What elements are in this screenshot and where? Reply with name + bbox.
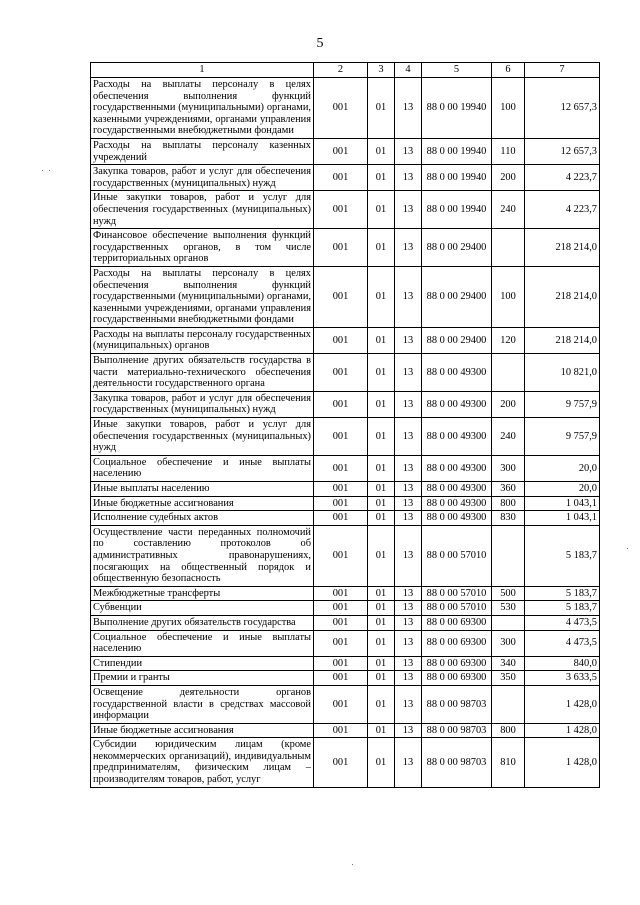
table-row <box>91 229 600 267</box>
row-amount-cell: 9 757,9 <box>525 391 600 417</box>
row-subsection-cell: 13 <box>395 671 422 686</box>
row-amount-cell: 4 473,5 <box>525 615 600 630</box>
row-amount-cell: 20,0 <box>525 455 600 481</box>
row-code-cell: 001 <box>314 685 368 723</box>
row-target-cell: 88 0 00 49300 <box>422 391 492 417</box>
row-target-cell: 88 0 00 49300 <box>422 418 492 456</box>
row-subsection-cell: 13 <box>395 391 422 417</box>
row-amount-cell: 4 223,7 <box>525 191 600 229</box>
row-subsection-cell: 13 <box>395 191 422 229</box>
row-subsection-cell: 13 <box>395 418 422 456</box>
table-row <box>91 511 600 526</box>
row-section-cell: 01 <box>368 165 395 191</box>
row-name-cell: Иные бюджетные ассигнования <box>91 496 314 511</box>
row-amount-cell: 840,0 <box>525 656 600 671</box>
table-row <box>91 615 600 630</box>
row-expense-type-cell: 360 <box>492 482 525 497</box>
table-row <box>91 138 600 164</box>
header-cell: 6 <box>492 63 525 78</box>
row-amount-cell: 5 183,7 <box>525 525 600 586</box>
row-name-cell: Стипендии <box>91 656 314 671</box>
row-target-cell: 88 0 00 69300 <box>422 630 492 656</box>
row-amount-cell: 1 428,0 <box>525 685 600 723</box>
row-code-cell: 001 <box>314 391 368 417</box>
row-section-cell: 01 <box>368 496 395 511</box>
row-name-cell: Иные закупки товаров, работ и услуг для обеспечения государственных (муниципальных) нужд <box>91 418 314 456</box>
scan-speck <box>627 548 628 549</box>
row-name-cell: Расходы на выплаты персоналу в целях обеспечения выполнения функций государственными (муниципальными) органами, казенными учреждениями, органами управления государственными внебюджетными фондами <box>91 266 314 327</box>
row-name-cell: Закупка товаров, работ и услуг для обеспечения государственных (муниципальных) нужд <box>91 165 314 191</box>
row-name-cell: Социальное обеспечение и иные выплаты населению <box>91 455 314 481</box>
header-cell: 4 <box>395 63 422 78</box>
row-section-cell: 01 <box>368 525 395 586</box>
budget-table <box>90 62 600 788</box>
row-amount-cell: 3 633,5 <box>525 671 600 686</box>
row-target-cell: 88 0 00 57010 <box>422 525 492 586</box>
row-section-cell: 01 <box>368 482 395 497</box>
row-target-cell: 88 0 00 29400 <box>422 229 492 267</box>
row-expense-type-cell: 350 <box>492 671 525 686</box>
table-row <box>91 586 600 601</box>
row-amount-cell: 4 223,7 <box>525 165 600 191</box>
row-name-cell: Субвенции <box>91 601 314 616</box>
row-amount-cell: 4 473,5 <box>525 630 600 656</box>
row-subsection-cell: 13 <box>395 78 422 139</box>
row-name-cell: Иные закупки товаров, работ и услуг для обеспечения государственных (муниципальных) нужд <box>91 191 314 229</box>
row-expense-type-cell: 240 <box>492 191 525 229</box>
row-target-cell: 88 0 00 19940 <box>422 191 492 229</box>
table-row <box>91 671 600 686</box>
row-code-cell: 001 <box>314 418 368 456</box>
table-row <box>91 601 600 616</box>
row-amount-cell: 1 428,0 <box>525 738 600 787</box>
row-code-cell: 001 <box>314 615 368 630</box>
table-row <box>91 391 600 417</box>
row-name-cell: Освещение деятельности органов государственной власти в средствах массовой информации <box>91 685 314 723</box>
row-section-cell: 01 <box>368 723 395 738</box>
row-amount-cell: 218 214,0 <box>525 229 600 267</box>
row-subsection-cell: 13 <box>395 327 422 353</box>
row-amount-cell: 10 821,0 <box>525 354 600 392</box>
row-subsection-cell: 13 <box>395 229 422 267</box>
row-subsection-cell: 13 <box>395 354 422 392</box>
row-name-cell: Расходы на выплаты персоналу государственных (муниципальных) органов <box>91 327 314 353</box>
row-target-cell: 88 0 00 49300 <box>422 455 492 481</box>
row-name-cell: Финансовое обеспечение выполнения функций государственных органов, в том числе территориальных органов <box>91 229 314 267</box>
row-expense-type-cell: 800 <box>492 723 525 738</box>
row-target-cell: 88 0 00 69300 <box>422 656 492 671</box>
row-amount-cell: 1 043,1 <box>525 511 600 526</box>
row-expense-type-cell: 200 <box>492 165 525 191</box>
row-subsection-cell: 13 <box>395 165 422 191</box>
row-target-cell: 88 0 00 29400 <box>422 327 492 353</box>
table-row <box>91 327 600 353</box>
row-name-cell: Иные бюджетные ассигнования <box>91 723 314 738</box>
row-code-cell: 001 <box>314 511 368 526</box>
table-row <box>91 723 600 738</box>
row-code-cell: 001 <box>314 738 368 787</box>
header-row <box>91 63 600 78</box>
row-expense-type-cell: 200 <box>492 391 525 417</box>
row-target-cell: 88 0 00 29400 <box>422 266 492 327</box>
row-name-cell: Социальное обеспечение и иные выплаты населению <box>91 630 314 656</box>
row-section-cell: 01 <box>368 229 395 267</box>
row-subsection-cell: 13 <box>395 511 422 526</box>
row-name-cell: Премии и гранты <box>91 671 314 686</box>
row-section-cell: 01 <box>368 685 395 723</box>
row-target-cell: 88 0 00 19940 <box>422 165 492 191</box>
row-code-cell: 001 <box>314 482 368 497</box>
row-amount-cell: 12 657,3 <box>525 138 600 164</box>
row-name-cell: Межбюджетные трансферты <box>91 586 314 601</box>
table-row <box>91 482 600 497</box>
row-section-cell: 01 <box>368 266 395 327</box>
header-cell: 3 <box>368 63 395 78</box>
scan-speck <box>352 864 353 865</box>
row-amount-cell: 1 043,1 <box>525 496 600 511</box>
row-section-cell: 01 <box>368 511 395 526</box>
row-expense-type-cell <box>492 525 525 586</box>
row-code-cell: 001 <box>314 78 368 139</box>
row-code-cell: 001 <box>314 455 368 481</box>
row-name-cell: Исполнение судебных актов <box>91 511 314 526</box>
row-amount-cell: 9 757,9 <box>525 418 600 456</box>
row-code-cell: 001 <box>314 525 368 586</box>
row-subsection-cell: 13 <box>395 455 422 481</box>
row-code-cell: 001 <box>314 586 368 601</box>
row-section-cell: 01 <box>368 327 395 353</box>
table-row <box>91 455 600 481</box>
header-cell: 5 <box>422 63 492 78</box>
table-row <box>91 738 600 787</box>
table-row <box>91 78 600 139</box>
row-name-cell: Выполнение других обязательств государства <box>91 615 314 630</box>
page-number: 5 <box>316 36 324 51</box>
row-expense-type-cell: 340 <box>492 656 525 671</box>
row-code-cell: 001 <box>314 354 368 392</box>
row-section-cell: 01 <box>368 630 395 656</box>
row-target-cell: 88 0 00 19940 <box>422 138 492 164</box>
row-amount-cell: 218 214,0 <box>525 266 600 327</box>
row-expense-type-cell <box>492 615 525 630</box>
row-section-cell: 01 <box>368 656 395 671</box>
row-expense-type-cell: 530 <box>492 601 525 616</box>
row-code-cell: 001 <box>314 656 368 671</box>
row-amount-cell: 5 183,7 <box>525 601 600 616</box>
scan-speck <box>49 170 50 171</box>
row-target-cell: 88 0 00 57010 <box>422 586 492 601</box>
row-target-cell: 88 0 00 19940 <box>422 78 492 139</box>
row-code-cell: 001 <box>314 191 368 229</box>
row-subsection-cell: 13 <box>395 630 422 656</box>
row-section-cell: 01 <box>368 586 395 601</box>
row-expense-type-cell: 500 <box>492 586 525 601</box>
row-section-cell: 01 <box>368 418 395 456</box>
row-name-cell: Закупка товаров, работ и услуг для обеспечения государственных (муниципальных) нужд <box>91 391 314 417</box>
row-expense-type-cell: 300 <box>492 455 525 481</box>
row-expense-type-cell <box>492 354 525 392</box>
row-expense-type-cell: 100 <box>492 266 525 327</box>
row-expense-type-cell <box>492 229 525 267</box>
row-code-cell: 001 <box>314 327 368 353</box>
table-row <box>91 266 600 327</box>
row-section-cell: 01 <box>368 738 395 787</box>
table-body <box>91 78 600 788</box>
row-name-cell: Осуществление части переданных полномочий по составлению протоколов об административных правонарушениях, посягающих на общественный порядок и общественную безопасность <box>91 525 314 586</box>
row-target-cell: 88 0 00 98703 <box>422 738 492 787</box>
row-expense-type-cell <box>492 685 525 723</box>
table-row <box>91 685 600 723</box>
row-target-cell: 88 0 00 49300 <box>422 482 492 497</box>
scan-speck <box>42 170 43 171</box>
row-amount-cell: 5 183,7 <box>525 586 600 601</box>
row-subsection-cell: 13 <box>395 496 422 511</box>
table-row <box>91 525 600 586</box>
header-cell: 2 <box>314 63 368 78</box>
header-cell: 1 <box>91 63 314 78</box>
row-code-cell: 001 <box>314 165 368 191</box>
row-code-cell: 001 <box>314 630 368 656</box>
row-section-cell: 01 <box>368 455 395 481</box>
row-subsection-cell: 13 <box>395 685 422 723</box>
row-amount-cell: 12 657,3 <box>525 78 600 139</box>
table-row <box>91 354 600 392</box>
row-section-cell: 01 <box>368 354 395 392</box>
row-target-cell: 88 0 00 69300 <box>422 615 492 630</box>
table-row <box>91 191 600 229</box>
table-row <box>91 418 600 456</box>
row-name-cell: Расходы на выплаты персоналу казенных учреждений <box>91 138 314 164</box>
header-cell: 7 <box>525 63 600 78</box>
row-expense-type-cell: 800 <box>492 496 525 511</box>
row-name-cell: Выполнение других обязательств государства в части материально-технического обеспечения деятельности государственного органа <box>91 354 314 392</box>
row-subsection-cell: 13 <box>395 656 422 671</box>
row-target-cell: 88 0 00 69300 <box>422 671 492 686</box>
row-subsection-cell: 13 <box>395 723 422 738</box>
table-row <box>91 496 600 511</box>
row-section-cell: 01 <box>368 601 395 616</box>
row-code-cell: 001 <box>314 671 368 686</box>
row-subsection-cell: 13 <box>395 138 422 164</box>
row-subsection-cell: 13 <box>395 615 422 630</box>
row-section-cell: 01 <box>368 78 395 139</box>
row-target-cell: 88 0 00 49300 <box>422 496 492 511</box>
row-code-cell: 001 <box>314 723 368 738</box>
row-subsection-cell: 13 <box>395 586 422 601</box>
row-section-cell: 01 <box>368 615 395 630</box>
row-target-cell: 88 0 00 98703 <box>422 723 492 738</box>
table-row <box>91 165 600 191</box>
row-expense-type-cell: 300 <box>492 630 525 656</box>
row-expense-type-cell: 240 <box>492 418 525 456</box>
row-subsection-cell: 13 <box>395 601 422 616</box>
row-expense-type-cell: 100 <box>492 78 525 139</box>
row-expense-type-cell: 120 <box>492 327 525 353</box>
row-subsection-cell: 13 <box>395 738 422 787</box>
row-target-cell: 88 0 00 98703 <box>422 685 492 723</box>
row-name-cell: Субсидии юридическим лицам (кроме некоммерческих организаций), индивидуальным предпринимателям, физическим лицам – производителям товаров, работ, услуг <box>91 738 314 787</box>
row-name-cell: Иные выплаты населению <box>91 482 314 497</box>
row-amount-cell: 218 214,0 <box>525 327 600 353</box>
row-expense-type-cell: 810 <box>492 738 525 787</box>
row-subsection-cell: 13 <box>395 266 422 327</box>
row-section-cell: 01 <box>368 671 395 686</box>
row-section-cell: 01 <box>368 191 395 229</box>
row-section-cell: 01 <box>368 391 395 417</box>
row-expense-type-cell: 830 <box>492 511 525 526</box>
row-amount-cell: 1 428,0 <box>525 723 600 738</box>
row-section-cell: 01 <box>368 138 395 164</box>
row-code-cell: 001 <box>314 266 368 327</box>
table-row <box>91 656 600 671</box>
row-code-cell: 001 <box>314 496 368 511</box>
row-code-cell: 001 <box>314 601 368 616</box>
row-target-cell: 88 0 00 49300 <box>422 354 492 392</box>
row-subsection-cell: 13 <box>395 525 422 586</box>
row-subsection-cell: 13 <box>395 482 422 497</box>
row-code-cell: 001 <box>314 138 368 164</box>
row-target-cell: 88 0 00 49300 <box>422 511 492 526</box>
row-name-cell: Расходы на выплаты персоналу в целях обеспечения выполнения функций государственными (муниципальными) органами, казенными учреждениями, органами управления государственными внебюджетными фондами <box>91 78 314 139</box>
row-code-cell: 001 <box>314 229 368 267</box>
row-target-cell: 88 0 00 57010 <box>422 601 492 616</box>
row-amount-cell: 20,0 <box>525 482 600 497</box>
table-row <box>91 630 600 656</box>
row-expense-type-cell: 110 <box>492 138 525 164</box>
